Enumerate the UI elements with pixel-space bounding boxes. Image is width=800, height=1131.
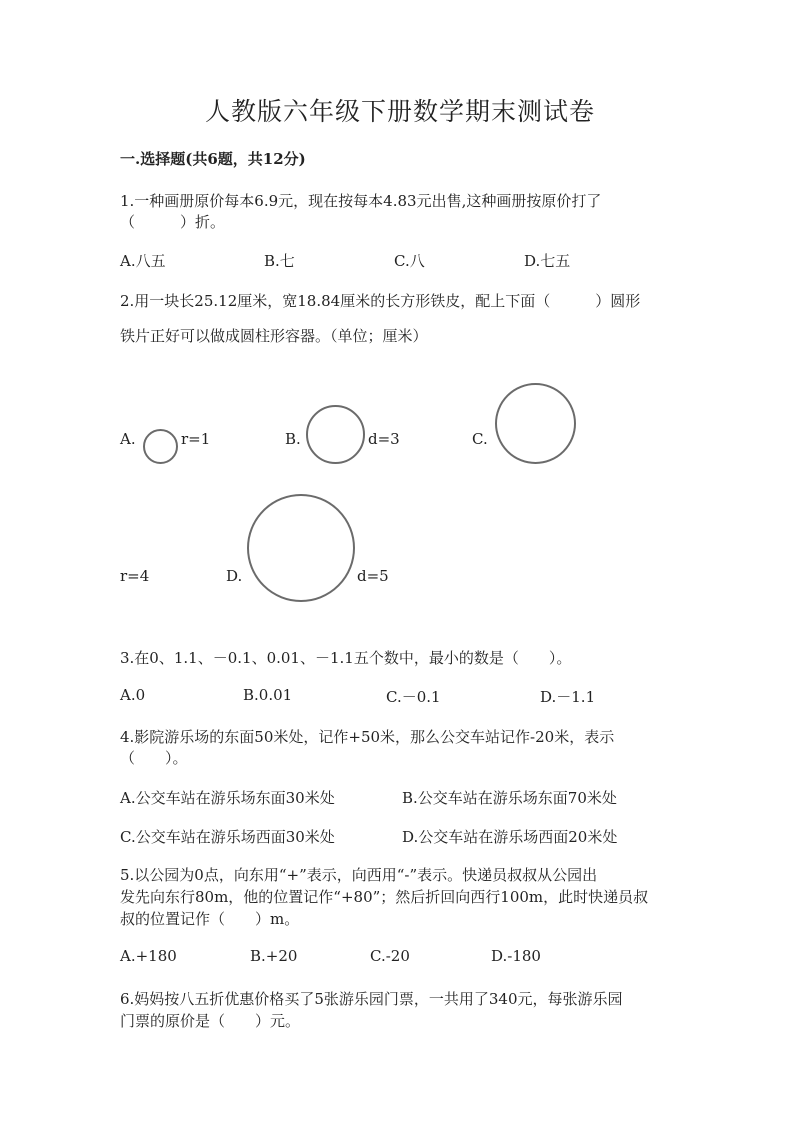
q3-stem: 3.在0、1.1、－0.1、0.01、－1.1五个数中，最小的数是（ ）。 — [120, 649, 572, 667]
q5-stem-line2: 发先向东行80m，他的位置记作“+80”；然后折回向西行100m，此时快递员叔 — [120, 888, 649, 906]
q2-option-a-label: A. — [120, 430, 136, 448]
q4-option-d: D.公交车站在游乐场西面20米处 — [402, 828, 618, 846]
q6-stem-line2: 门票的原价是（ ）元。 — [120, 1012, 301, 1030]
q5-stem-line1: 5.以公园为0点，向东用“+”表示，向西用“-”表示。快递员叔叔从公园出 — [120, 866, 598, 884]
page-title: 人教版六年级下册数学期末测试卷 — [204, 97, 595, 126]
q1-option-d: D.七五 — [524, 252, 571, 270]
q3-option-b: B.0.01 — [243, 686, 293, 704]
q2-option-d-label: D. — [226, 567, 243, 585]
q4-stem-line1: 4.影院游乐场的东面50米处，记作+50米，那么公交车站记作-20米，表示 — [120, 728, 615, 746]
q2-option-b-label: B. — [285, 430, 301, 448]
q4-stem-line2: （ ）。 — [120, 749, 188, 767]
q1-option-b: B.七 — [264, 252, 295, 270]
q1-stem-line2: （ ）折。 — [120, 213, 226, 231]
q2-stem-line1: 2.用一块长25.12厘米，宽18.84厘米的长方形铁皮，配上下面（ ）圆形 — [120, 292, 641, 310]
q3-option-d: D.－1.1 — [540, 688, 596, 706]
q5-option-c: C.-20 — [370, 947, 410, 965]
q5-option-b: B.+20 — [250, 947, 298, 965]
q2-option-c-circle — [495, 383, 576, 464]
q4-option-b: B.公交车站在游乐场东面70米处 — [402, 789, 617, 807]
q2-stem-line2: 铁片正好可以做成圆柱形容器。（单位；厘米） — [120, 327, 428, 345]
q5-option-d: D.-180 — [491, 947, 541, 965]
section-heading: 一.选择题(共6题，共12分) — [120, 150, 306, 168]
q5-stem-line3: 叔的位置记作（ ）m。 — [120, 910, 300, 928]
q1-stem-line1: 1.一种画册原价每本6.9元，现在按每本4.83元出售,这种画册按原价打了 — [120, 192, 602, 210]
q2-option-d-value: d=5 — [357, 567, 389, 585]
q2-option-c-value: r=4 — [120, 567, 150, 585]
q2-option-d-circle — [247, 494, 355, 602]
q2-option-c-label: C. — [472, 430, 488, 448]
q2-option-b-circle — [306, 405, 365, 464]
q6-stem-line1: 6.妈妈按八五折优惠价格买了5张游乐园门票，一共用了340元，每张游乐园 — [120, 990, 623, 1008]
q4-option-a: A.公交车站在游乐场东面30米处 — [120, 789, 335, 807]
q3-option-a: A.0 — [120, 686, 146, 704]
q1-option-c: C.八 — [394, 252, 425, 270]
q2-option-b-value: d=3 — [368, 430, 400, 448]
q5-option-a: A.+180 — [120, 947, 177, 965]
q3-option-c: C.－0.1 — [386, 688, 441, 706]
q2-option-a-value: r=1 — [181, 430, 211, 448]
q2-option-a-circle — [143, 429, 178, 464]
q1-option-a: A.八五 — [120, 252, 166, 270]
q4-option-c: C.公交车站在游乐场西面30米处 — [120, 828, 335, 846]
